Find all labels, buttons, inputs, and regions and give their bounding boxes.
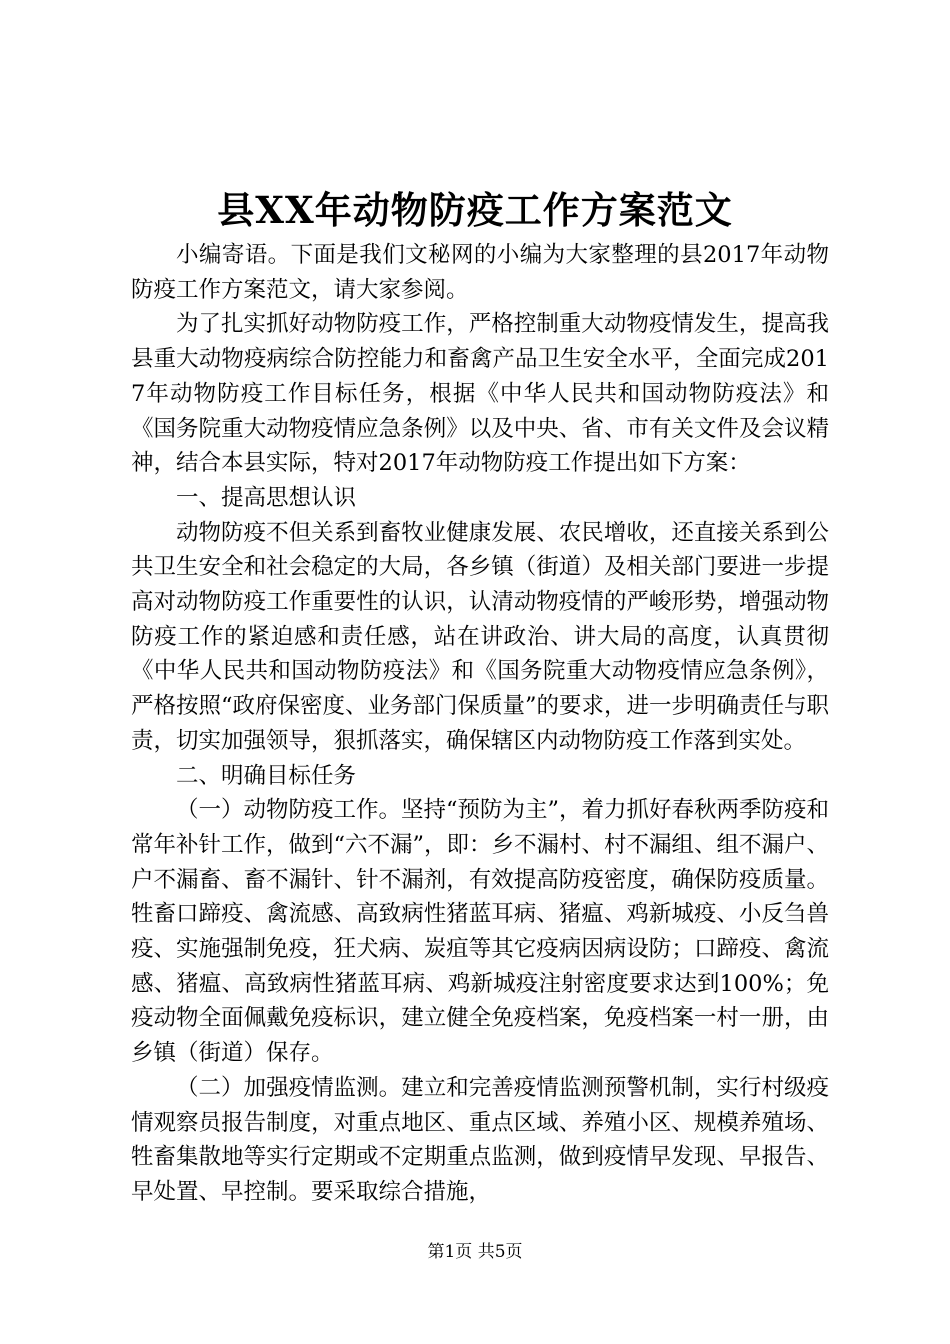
- paragraph-purpose: 为了扎实抓好动物防疫工作，严格控制重大动物疫情发生，提高我县重大动物疫病综合防控能力和畜禽产品卫生安全水平，全面完成2017年动物防疫工作目标任务，根据《中华人民共和国动物防疫法》和《国务院重大动物疫情应急条例》以及中央、省、市有关文件及会议精神，结合本县实际，特对2017年动物防疫工作提出如下方案：: [131, 311, 829, 477]
- paragraph-subsection-2: （二）加强疫情监测。建立和完善疫情监测预警机制，实行村级疫情观察员报告制度，对重点地区、重点区域、养殖小区、规模养殖场、牲畜集散地等实行定期或不定期重点监测，做到疫情早发现、早报告、早处置、早控制。要采取综合措施，: [131, 1074, 829, 1205]
- paragraph-subsection-1: （一）动物防疫工作。坚持“预防为主”，着力抓好春秋两季防疫和常年补针工作，做到“六不漏”，即：乡不漏村、村不漏组、组不漏户、户不漏畜、畜不漏针、针不漏剂，有效提高防疫密度，确保防疫质量。牲畜口蹄疫、禽流感、高致病性猪蓝耳病、猪瘟、鸡新城疫、小反刍兽疫、实施强制免疫，狂犬病、炭疽等其它疫病因病设防；口蹄疫、禽流感、猪瘟、高致病性猪蓝耳病、鸡新城疫注射密度要求达到100%；免疫动物全面佩戴免疫标识，建立健全免疫档案，免疫档案一村一册，由乡镇（街道）保存。: [131, 797, 830, 1067]
- paragraph-intro: 小编寄语。下面是我们文秘网的小编为大家整理的县2017年动物防疫工作方案范文，请大家参阅。: [131, 242, 829, 303]
- section-heading-1: 一、提高思想认识: [176, 484, 357, 511]
- document-body: [131, 238, 829, 1210]
- section-heading-2: 二、明确目标任务: [176, 762, 357, 789]
- document-title: 县XX年动物防疫工作方案范文: [217, 188, 733, 232]
- paragraph-section-1: 动物防疫不但关系到畜牧业健康发展、农民增收，还直接关系到公共卫生安全和社会稳定的大局，各乡镇（街道）及相关部门要进一步提高对动物防疫工作重要性的认识，认清动物疫情的严峻形势，增强动物防疫工作的紧迫感和责任感，站在讲政治、讲大局的高度，认真贯彻《中华人民共和国动物防疫法》和《国务院重大动物疫情应急条例》，严格按照“政府保密度、业务部门保质量”的要求，进一步明确责任与职责，切实加强领导，狠抓落实，确保辖区内动物防疫工作落到实处。: [131, 519, 830, 754]
- page-footer: 第1页 共5页: [427, 1242, 523, 1262]
